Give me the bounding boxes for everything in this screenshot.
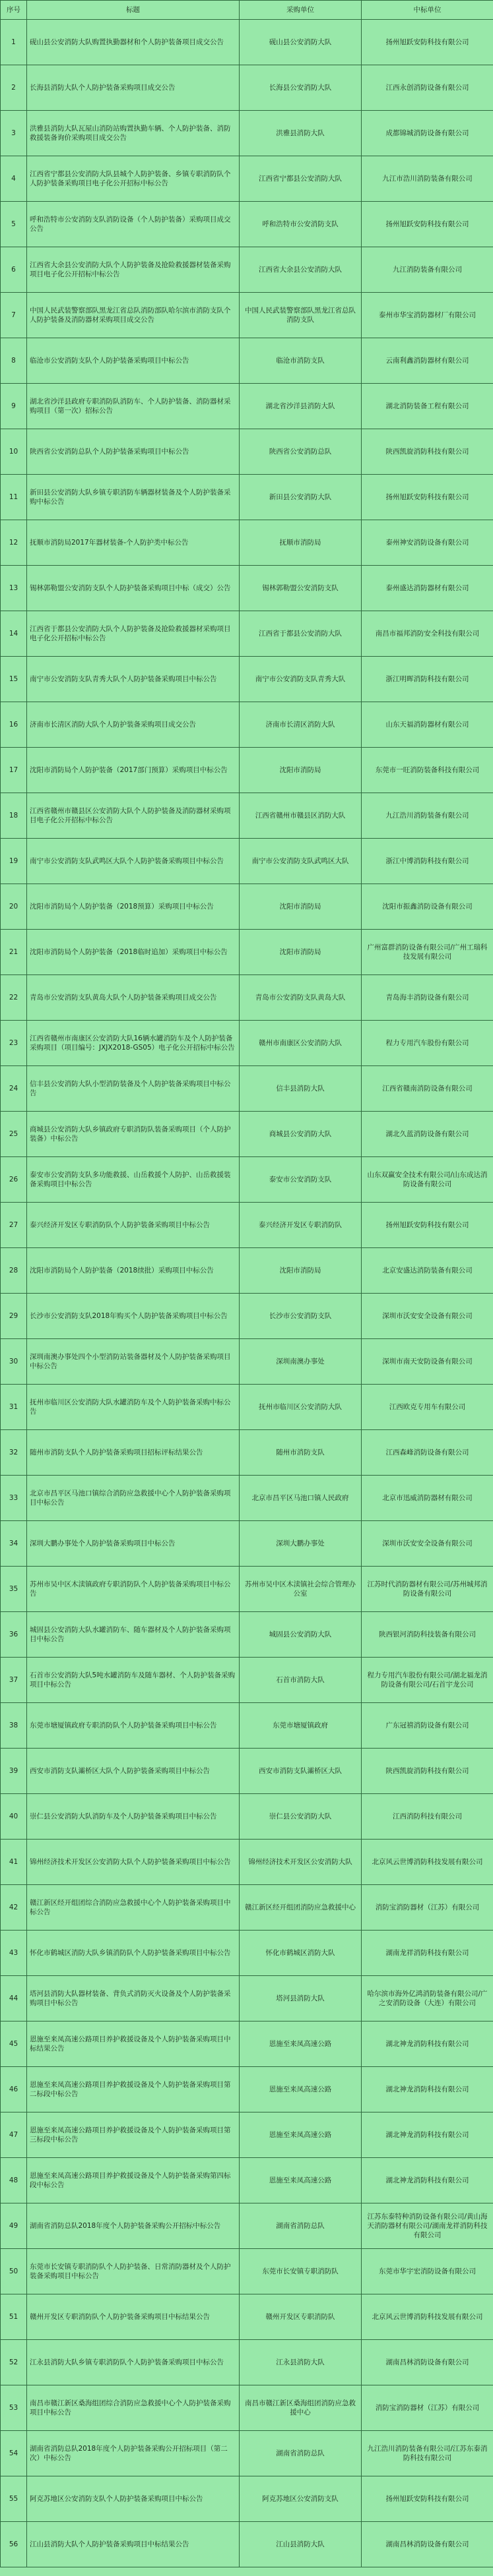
row-winner: 沈阳市振鑫消防设备有限公司 <box>362 884 493 930</box>
row-index: 54 <box>1 2431 27 2476</box>
table-row <box>1 111 493 156</box>
row-title: 江山县消防大队个人防护装备采购项目中标结果公告 <box>27 2522 240 2567</box>
row-title: 泰兴经济开发区专职消防队个人防护装备采购项目中标公告 <box>27 1203 240 1248</box>
row-winner: 北京市迅威消防器材有限公司 <box>362 1476 493 1521</box>
row-index: 35 <box>1 1567 27 1612</box>
row-title: 砚山县公安消防大队购置执勤器材和个人防护装备项目成交公告 <box>27 20 240 65</box>
row-title: 长沙市公安消防支队2018年购买个人防护装备采购项目中标公告 <box>27 1294 240 1339</box>
table-row <box>1 2294 493 2340</box>
row-index: 4 <box>1 156 27 202</box>
row-index: 16 <box>1 702 27 748</box>
row-buyer: 陕西省公安消防总队 <box>240 429 362 475</box>
row-index: 33 <box>1 1476 27 1521</box>
row-winner: 江西消防科技有限公司 <box>362 1794 493 1840</box>
row-index: 7 <box>1 293 27 338</box>
row-winner: 扬州旭跃安防科技有限公司 <box>362 20 493 65</box>
row-title: 南宁市公安消防支队青秀大队个人防护装备采购项目中标公告 <box>27 657 240 702</box>
row-winner: 北京风云世博消防科技发展有限公司 <box>362 2294 493 2340</box>
row-winner: 扬州旭跃安防科技有限公司 <box>362 475 493 520</box>
row-buyer: 洪雅县消防大队 <box>240 111 362 156</box>
row-title: 沈阳市消防局个人防护装备（2018临时追加）采购项目中标公告 <box>27 930 240 975</box>
row-buyer: 泰安市公安消防支队 <box>240 1157 362 1203</box>
header-winner: 中标单位 <box>362 1 493 20</box>
header-row <box>1 1 493 20</box>
table-row <box>1 1339 493 1385</box>
table-row <box>1 156 493 202</box>
row-title: 崇仁县公安消防大队消防车及个人防护装备采购项目中标公告 <box>27 1794 240 1840</box>
row-title: 江西省宁都县公安消防大队县城个人防护装备、乡镇专职消防队个人防护装备采购项目电子化公开招标中标公告 <box>27 156 240 202</box>
row-winner: 深圳市南天安防设备有限公司 <box>362 1339 493 1385</box>
row-winner: 消防宝消防器材（江苏）有限公司 <box>362 2385 493 2431</box>
table-row <box>1 2476 493 2522</box>
row-title: 北京市昌平区马池口镇综合消防应急救援中心个人防护装备采购项目中标公告 <box>27 1476 240 1521</box>
row-index: 37 <box>1 1658 27 1703</box>
row-buyer: 石首市消防大队 <box>240 1658 362 1703</box>
row-title: 塔河县消防大队器材装备、背负式消防灭火设备及个人防护装备采购项目中标公告 <box>27 1976 240 2022</box>
row-buyer: 恩施至来凤高速公路 <box>240 2067 362 2112</box>
row-winner: 陕西银河消防科技装备有限公司 <box>362 1612 493 1658</box>
row-buyer: 塔河县消防大队 <box>240 1976 362 2022</box>
row-winner: 浙江中博消防科技有限公司 <box>362 839 493 884</box>
row-winner: 湖南龙祥消防科技有限公司 <box>362 1931 493 1976</box>
row-buyer: 赣州市南康区公安消防大队 <box>240 1021 362 1066</box>
row-title: 锡林郭勒盟公安消防支队个人防护装备采购项目中标（成交）公告 <box>27 566 240 611</box>
row-title: 济南市长清区消防大队个人防护装备采购项目成交公告 <box>27 702 240 748</box>
row-buyer: 泰兴经济开发区专职消防队 <box>240 1203 362 1248</box>
header-index: 序号 <box>1 1 27 20</box>
header-buyer: 采购单位 <box>240 1 362 20</box>
row-buyer: 湖南省消防总队 <box>240 2203 362 2249</box>
row-buyer: 南宁市公安消防支队青秀大队 <box>240 657 362 702</box>
row-buyer: 湖北省沙洋县消防大队 <box>240 384 362 429</box>
row-title: 恩施至来凤高速公路项目养护救援设备及个人防护装备采购项目第三标段中标公告 <box>27 2112 240 2158</box>
row-buyer: 赣州开发区专职消防队 <box>240 2294 362 2340</box>
row-buyer: 青岛市公安消防支队黄岛大队 <box>240 975 362 1021</box>
row-winner: 湖北神龙消防科技有限公司 <box>362 2112 493 2158</box>
row-title: 城固县公安消防大队水罐消防车、随车器材及个人防护装备采购项目中标公告 <box>27 1612 240 1658</box>
table-row <box>1 1385 493 1430</box>
row-winner: 成都锦城消防设备有限公司 <box>362 111 493 156</box>
table-row <box>1 2340 493 2385</box>
row-winner: 泰州盛达消防器材有限公司 <box>362 566 493 611</box>
row-winner: 山东天福消防器材有限公司 <box>362 702 493 748</box>
row-buyer: 长海县公安消防大队 <box>240 65 362 111</box>
row-buyer: 江西省于都县公安消防大队 <box>240 611 362 657</box>
row-winner: 江苏时代消防器材有限公司/苏州城邦消防设备有限公司 <box>362 1567 493 1612</box>
row-title: 沈阳市消防局个人防护装备（2018续批）采购项目中标公告 <box>27 1248 240 1294</box>
row-winner: 东莞市一旺消防装备科技有限公司 <box>362 748 493 793</box>
table-row <box>1 1703 493 1749</box>
row-buyer: 崇仁县公安消防大队 <box>240 1794 362 1840</box>
row-buyer: 南宁市公安消防支队武鸣区大队 <box>240 839 362 884</box>
row-buyer: 沈阳市消防局 <box>240 884 362 930</box>
row-winner: 江西永创消防设备有限公司 <box>362 65 493 111</box>
row-title: 恩施至来凤高速公路项目养护救援设备及个人防护装备采购项目第二标段中标公告 <box>27 2067 240 2112</box>
row-index: 55 <box>1 2476 27 2522</box>
row-winner: 东莞市华宇宏消防设备有限公司 <box>362 2249 493 2294</box>
row-index: 43 <box>1 1931 27 1976</box>
table-row <box>1 1612 493 1658</box>
row-buyer: 江山县消防大队 <box>240 2522 362 2567</box>
row-title: 沈阳市消防局个人防护装备（2018预算）采购项目中标公告 <box>27 884 240 930</box>
row-winner: 云南利鑫消防器材有限公司 <box>362 338 493 384</box>
row-winner: 九江消防装备有限公司 <box>362 247 493 293</box>
row-winner: 陕西凯旋消防科技有限公司 <box>362 429 493 475</box>
row-winner: 浙江明晖消防科技有限公司 <box>362 657 493 702</box>
row-winner: 深圳市沃安安全设备有限公司 <box>362 1521 493 1567</box>
table-row <box>1 293 493 338</box>
row-index: 21 <box>1 930 27 975</box>
table-row <box>1 475 493 520</box>
row-index: 11 <box>1 475 27 520</box>
row-index: 26 <box>1 1157 27 1203</box>
row-index: 50 <box>1 2249 27 2294</box>
row-index: 41 <box>1 1840 27 1885</box>
table-row <box>1 2112 493 2158</box>
row-title: 阿克苏地区公安消防支队个人防护装备采购项目中标公告 <box>27 2476 240 2522</box>
row-winner: 陕西凯旋消防科技有限公司 <box>362 1749 493 1794</box>
row-winner: 湖北神龙消防科技有限公司 <box>362 2067 493 2112</box>
table-row <box>1 1157 493 1203</box>
row-title: 沈阳市消防局个人防护装备（2017部门预算）采购项目中标公告 <box>27 748 240 793</box>
row-title: 东莞市长安镇专职消防队个人防护装备、日常消防器材及个人防护装备采购项目中标公告 <box>27 2249 240 2294</box>
table-row <box>1 2203 493 2249</box>
row-title: 西安市消防支队灞桥区大队个人防护装备采购项目中标公告 <box>27 1749 240 1794</box>
row-winner: 扬州旭跃安防科技有限公司 <box>362 2476 493 2522</box>
header-title: 标题 <box>27 1 240 20</box>
row-title: 恩施至来凤高速公路项目养护救援设备及个人防护装备采购第四标段中标公告 <box>27 2158 240 2203</box>
table-row <box>1 1658 493 1703</box>
row-winner: 程力专用汽车股份有限公司 <box>362 1021 493 1066</box>
row-title: 湖北省沙洋县政府专职消防队消防车、个人防护装备、消防器材采购项目（第一次）招标公告 <box>27 384 240 429</box>
row-title: 中国人民武装警察部队黑龙江省总队消防部队哈尔滨市消防支队个人防护装备及消防器材采购项目成交公告 <box>27 293 240 338</box>
row-title: 恩施至来凤高速公路项目养护救援设备及个人防护装备采购项目中标结果公告 <box>27 2022 240 2067</box>
row-title: 深圳南澳办事处四个小型消防站装备器材及个人防护装备采购项目中标公告 <box>27 1339 240 1385</box>
row-buyer: 锡林郭勒盟公安消防支队 <box>240 566 362 611</box>
row-winner: 扬州旭跃安防科技有限公司 <box>362 1203 493 1248</box>
row-buyer: 苏州市吴中区木渎镇社会综合管理办公室 <box>240 1567 362 1612</box>
table-row <box>1 657 493 702</box>
table-row <box>1 384 493 429</box>
table-row <box>1 793 493 839</box>
row-winner: 扬州旭跃安防科技有限公司 <box>362 202 493 247</box>
row-index: 56 <box>1 2522 27 2567</box>
row-title: 赣州开发区专职消防队个人防护装备采购项目中标结果公告 <box>27 2294 240 2340</box>
table-row <box>1 1248 493 1294</box>
row-title: 江西省大余县公安消防大队个人防护装备及抢险救援器材装备采购项目电子化公开招标中标公告 <box>27 247 240 293</box>
table-row <box>1 1476 493 1521</box>
table-row <box>1 1066 493 1112</box>
table-row <box>1 2022 493 2067</box>
row-index: 25 <box>1 1112 27 1157</box>
row-winner: 九江浩川消防装备有限公司 <box>362 793 493 839</box>
row-winner: 湖北久蓝消防设备有限公司 <box>362 1112 493 1157</box>
table-body <box>1 20 493 2567</box>
table-row <box>1 1203 493 1248</box>
row-title: 长海县消防大队个人防护装备采购项目成交公告 <box>27 65 240 111</box>
row-index: 2 <box>1 65 27 111</box>
row-title: 陕西省公安消防总队个人防护装备采购项目中标公告 <box>27 429 240 475</box>
row-buyer: 江西省宁都县公安消防大队 <box>240 156 362 202</box>
row-index: 19 <box>1 839 27 884</box>
row-buyer: 城固县公安消防大队 <box>240 1612 362 1658</box>
row-winner: 消防宝消防器材（江苏）有限公司 <box>362 1885 493 1931</box>
row-winner: 九江市浩川消防装备有限公司 <box>362 156 493 202</box>
row-index: 44 <box>1 1976 27 2022</box>
row-title: 南宁市公安消防支队武鸣区大队个人防护装备采购项目中标公告 <box>27 839 240 884</box>
row-buyer: 深圳大鹏办事处 <box>240 1521 362 1567</box>
row-index: 9 <box>1 384 27 429</box>
row-index: 52 <box>1 2340 27 2385</box>
row-index: 49 <box>1 2203 27 2249</box>
table-row <box>1 202 493 247</box>
row-index: 40 <box>1 1794 27 1840</box>
row-winner: 九江浩川消防装备有限公司/江苏东泰消防科技有限公司 <box>362 2431 493 2476</box>
row-buyer: 恩施至来凤高速公路 <box>240 2112 362 2158</box>
row-index: 10 <box>1 429 27 475</box>
table-row <box>1 247 493 293</box>
row-winner: 泰州神安消防设备有限公司 <box>362 520 493 566</box>
table-row <box>1 611 493 657</box>
row-buyer: 新田县公安消防大队 <box>240 475 362 520</box>
table-row <box>1 566 493 611</box>
table-row <box>1 1840 493 1885</box>
table-row <box>1 20 493 65</box>
row-buyer: 长沙市公安消防支队 <box>240 1294 362 1339</box>
row-buyer: 济南市长清区消防大队 <box>240 702 362 748</box>
row-index: 12 <box>1 520 27 566</box>
table-row <box>1 1931 493 1976</box>
row-index: 14 <box>1 611 27 657</box>
row-buyer: 沈阳市消防局 <box>240 930 362 975</box>
row-index: 48 <box>1 2158 27 2203</box>
row-index: 39 <box>1 1749 27 1794</box>
row-index: 28 <box>1 1248 27 1294</box>
row-index: 13 <box>1 566 27 611</box>
row-title: 泰安市公安消防支队多功能救援、山岳救援个人防护、山岳救援装备采购项目中标公告 <box>27 1157 240 1203</box>
row-winner: 江苏东泰特种消防设备有限公司/黄山海天消防器材有限公司/湖南龙祥消防科技有限公司 <box>362 2203 493 2249</box>
row-index: 8 <box>1 338 27 384</box>
row-index: 30 <box>1 1339 27 1385</box>
table-row <box>1 884 493 930</box>
table-row <box>1 1976 493 2022</box>
row-buyer: 赣江新区经开组团消防应急救援中心 <box>240 1885 362 1931</box>
row-index: 5 <box>1 202 27 247</box>
row-index: 38 <box>1 1703 27 1749</box>
table-row <box>1 1112 493 1157</box>
table-row <box>1 2249 493 2294</box>
row-index: 32 <box>1 1430 27 1476</box>
row-title: 江西省于都县公安消防大队个人防护装备及抢险救援器材采购项目电子化公开招标中标公告 <box>27 611 240 657</box>
row-buyer: 湖南省消防总队 <box>240 2431 362 2476</box>
row-buyer: 西安市消防支队灞桥区大队 <box>240 1749 362 1794</box>
row-buyer: 江西省大余县公安消防大队 <box>240 247 362 293</box>
table-row <box>1 1794 493 1840</box>
row-buyer: 锦州经济技术开发区公安消防大队 <box>240 1840 362 1885</box>
table-row <box>1 930 493 975</box>
row-index: 31 <box>1 1385 27 1430</box>
table-row <box>1 1294 493 1339</box>
row-winner: 泰州市华宝消防器材厂有限公司 <box>362 293 493 338</box>
row-buyer: 临沧市消防支队 <box>240 338 362 384</box>
row-title: 苏州市吴中区木渎镇政府专职消防队个人防护装备采购项目中标公告 <box>27 1567 240 1612</box>
row-title: 湖南省消防总队2018年度个人防护装备采购公开招标项目（第二次）中标公告 <box>27 2431 240 2476</box>
row-title: 锦州经济技术开发区公安消防大队个人防护装备采购项目中标公告 <box>27 1840 240 1885</box>
row-index: 3 <box>1 111 27 156</box>
row-buyer: 砚山县公安消防大队 <box>240 20 362 65</box>
row-winner: 哈尔滨市海外亿鸿消防装备有限公司/广之安消防设备（大连）有限公司 <box>362 1976 493 2022</box>
row-title: 呼和浩特市公安消防支队消防设备（个人防护装备）采购项目成交公告 <box>27 202 240 247</box>
row-index: 23 <box>1 1021 27 1066</box>
table-row <box>1 1567 493 1612</box>
table-row <box>1 2067 493 2112</box>
row-buyer: 深圳南澳办事处 <box>240 1339 362 1385</box>
row-index: 47 <box>1 2112 27 2158</box>
table-row <box>1 2431 493 2476</box>
row-winner: 北京风云世博消防科技发展有限公司 <box>362 1840 493 1885</box>
table-row <box>1 1430 493 1476</box>
row-winner: 江西省赣南消防设备有限公司 <box>362 1066 493 1112</box>
row-index: 1 <box>1 20 27 65</box>
row-buyer: 怀化市鹤城区消防大队 <box>240 1931 362 1976</box>
table-row <box>1 2158 493 2203</box>
row-buyer: 呼和浩特市公安消防支队 <box>240 202 362 247</box>
row-index: 24 <box>1 1066 27 1112</box>
row-buyer: 东莞市长安镇专职消防队 <box>240 2249 362 2294</box>
row-winner: 广州富群消防设备有限公司/广州工瑞科技发展有限公司 <box>362 930 493 975</box>
row-title: 随州市消防支队个人防护装备采购项目招标评标结果公告 <box>27 1430 240 1476</box>
table-row <box>1 429 493 475</box>
table-row <box>1 65 493 111</box>
table-row <box>1 2385 493 2431</box>
row-winner: 湖南昌林消防设备有限公司 <box>362 2340 493 2385</box>
table-row <box>1 748 493 793</box>
row-index: 36 <box>1 1612 27 1658</box>
row-title: 青岛市公安消防支队黄岛大队个人防护装备采购项目成交公告 <box>27 975 240 1021</box>
row-index: 18 <box>1 793 27 839</box>
row-winner: 江西欧克专用车有限公司 <box>362 1385 493 1430</box>
row-title: 南昌市赣江新区桑海组团综合消防应急救援中心个人防护装备采购项目中标公告 <box>27 2385 240 2431</box>
row-title: 临沧市公安消防支队个人防护装备采购项目中标公告 <box>27 338 240 384</box>
row-buyer: 沈阳市消防局 <box>240 748 362 793</box>
row-buyer: 北京市昌平区马池口镇人民政府 <box>240 1476 362 1521</box>
table-row <box>1 975 493 1021</box>
row-buyer: 中国人民武装警察部队黑龙江省总队消防支队 <box>240 293 362 338</box>
row-winner: 南昌市福邦消防安全科技有限公司 <box>362 611 493 657</box>
table-row <box>1 1021 493 1066</box>
row-index: 17 <box>1 748 27 793</box>
table-row <box>1 1521 493 1567</box>
row-buyer: 信丰县消防大队 <box>240 1066 362 1112</box>
row-winner: 程力专用汽车股份有限公司/湖北福龙消防设备有限公司/石首宇龙公司 <box>362 1658 493 1703</box>
row-buyer: 东莞市塘厦镇政府 <box>240 1703 362 1749</box>
table-row <box>1 1885 493 1931</box>
row-title: 洪雅县消防大队瓦屋山消防站购置执勤车辆、个人防护装备、消防救援装备询价采购项目成交公告 <box>27 111 240 156</box>
row-title: 商城县公安消防大队乡镇政府专职消防队装备采购项目（个人防护装备）中标公告 <box>27 1112 240 1157</box>
row-index: 27 <box>1 1203 27 1248</box>
row-title: 怀化市鹤城区消防大队乡镇消防队个人防护装备采购项目中标公告 <box>27 1931 240 1976</box>
row-buyer: 商城县公安消防大队 <box>240 1112 362 1157</box>
table-row <box>1 520 493 566</box>
row-winner: 湖北消防装备工程有限公司 <box>362 384 493 429</box>
row-title: 江西省赣州市赣县区公安消防大队个人防护装备及消防器材采购项目电子化公开招标中标公告 <box>27 793 240 839</box>
row-index: 6 <box>1 247 27 293</box>
row-index: 42 <box>1 1885 27 1931</box>
row-winner: 湖北神龙消防科技有限公司 <box>362 2158 493 2203</box>
row-buyer: 随州市消防支队 <box>240 1430 362 1476</box>
row-index: 45 <box>1 2022 27 2067</box>
row-title: 抚州市临川区公安消防大队水罐消防车及个人防护装备采购中标公告 <box>27 1385 240 1430</box>
row-title: 江西省赣州市南康区公安消防大队16辆水罐消防车及个人防护装备采购项目（项目编号：JXJX2018-GS05）电子化公开招标中标公告 <box>27 1021 240 1066</box>
row-buyer: 恩施至来凤高速公路 <box>240 2022 362 2067</box>
row-buyer: 南昌市赣江新区桑海组团消防应急救援中心 <box>240 2385 362 2431</box>
row-winner: 湖北神龙消防科技有限公司 <box>362 2022 493 2067</box>
row-title: 抚顺市消防局2017年器材装备-个人防护类中标公告 <box>27 520 240 566</box>
row-index: 46 <box>1 2067 27 2112</box>
row-index: 22 <box>1 975 27 1021</box>
row-buyer: 江永县消防大队 <box>240 2340 362 2385</box>
row-title: 江永县消防大队乡镇专职消防队个人防护装备采购项目中标公告 <box>27 2340 240 2385</box>
row-buyer: 沈阳市消防局 <box>240 1248 362 1294</box>
row-winner: 山东双赢安全技术有限公司/山东成达消防设备有限公司 <box>362 1157 493 1203</box>
row-winner: 江西森峰消防设备有限公司 <box>362 1430 493 1476</box>
row-index: 15 <box>1 657 27 702</box>
row-winner: 广东冠禧消防设备有限公司 <box>362 1703 493 1749</box>
row-buyer: 抚州市临川区公安消防大队 <box>240 1385 362 1430</box>
row-title: 赣江新区经开组团综合消防应急救援中心个人防护装备采购项目中标公告 <box>27 1885 240 1931</box>
table-row <box>1 338 493 384</box>
table-row <box>1 1749 493 1794</box>
row-title: 东莞市塘厦镇政府专职消防队个人防护装备采购项目中标公告 <box>27 1703 240 1749</box>
row-buyer: 阿克苏地区公安消防支队 <box>240 2476 362 2522</box>
row-winner: 北京安盛达消防装备有限公司 <box>362 1248 493 1294</box>
table-row <box>1 2522 493 2567</box>
row-buyer: 江西省赣州市赣县区消防大队 <box>240 793 362 839</box>
row-buyer: 抚顺市消防局 <box>240 520 362 566</box>
row-index: 53 <box>1 2385 27 2431</box>
row-index: 29 <box>1 1294 27 1339</box>
row-title: 深圳大鹏办事处个人防护装备采购项目中标公告 <box>27 1521 240 1567</box>
table-row <box>1 839 493 884</box>
row-index: 34 <box>1 1521 27 1567</box>
row-winner: 深圳市沃安安全设备有限公司 <box>362 1294 493 1339</box>
row-index: 51 <box>1 2294 27 2340</box>
row-title: 新田县公安消防大队乡镇专职消防车辆器材装备及个人防护装备采购中标公告 <box>27 475 240 520</box>
table-row <box>1 702 493 748</box>
row-winner: 青岛海丰消防设备有限公司 <box>362 975 493 1021</box>
row-title: 石首市公安消防大队5吨水罐消防车及随车器材、个人防护装备采购项目中标公告 <box>27 1658 240 1703</box>
row-index: 20 <box>1 884 27 930</box>
row-title: 信丰县公安消防大队小型消防装备及个人防护装备采购项目中标公告 <box>27 1066 240 1112</box>
row-buyer: 恩施至来凤高速公路 <box>240 2158 362 2203</box>
row-title: 湖南省消防总队2018年度个人防护装备采购公开招标中标公告 <box>27 2203 240 2249</box>
row-winner: 湖南昌林消防设备有限公司 <box>362 2522 493 2567</box>
